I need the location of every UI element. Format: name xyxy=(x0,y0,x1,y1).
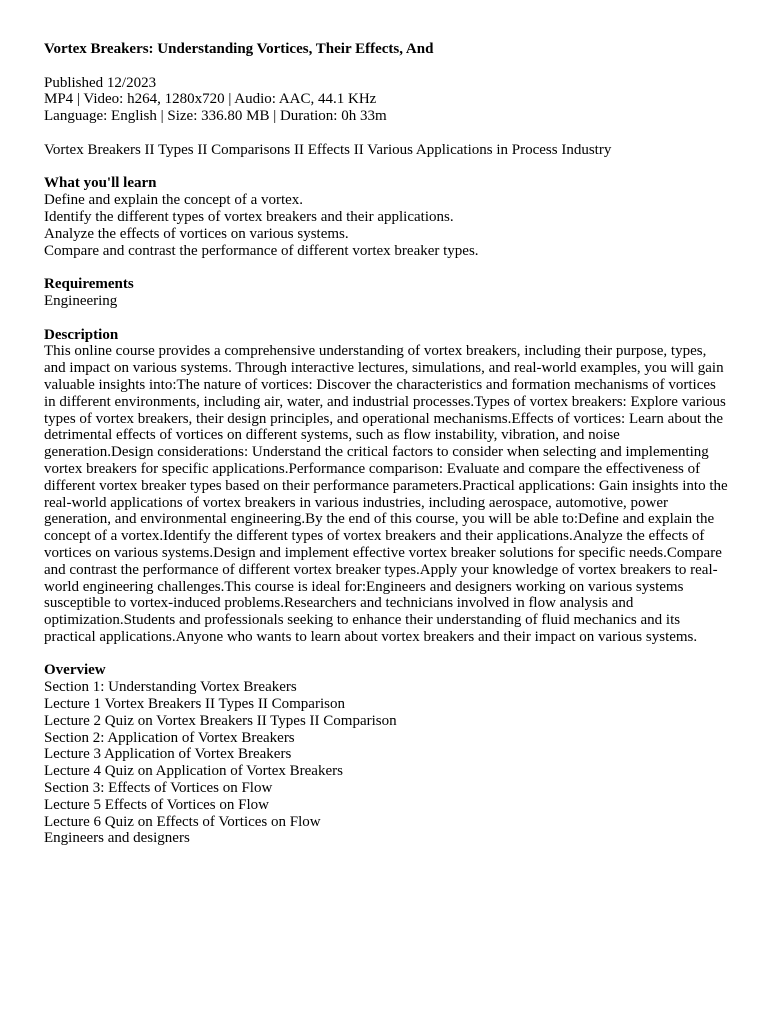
course-subtitle xyxy=(44,142,728,159)
overview-item: Lecture 1 Vortex Breakers II Types II Comparison xyxy=(44,696,345,713)
description-text: This online course provides a comprehensive understanding of vortex breakers, including their purpose, types, and impact on various systems. Through interactive lectures, simulations, and real-world examples, you will gain valuable insights into:The nature of vortices: Discover the characteristics and formation mechanisms of vortices in different environments, including air, water, and industrial processes.Types of vortex breakers: Explore various types of vortex breakers, their design principles, and operational mechanisms.Effects of vortices: Learn about the detrimental effects of vortices on different systems, such as flow instability, vibration, and noise generation.Design considerations: Understand the critical factors to consider when selecting and implementing vortex breakers for specific applications.Performance comparison: Evaluate and compare the effectiveness of different vortex breaker types based on their performance parameters.Practical applications: Gain insights into the real-world applications of vortex breakers in various industries, including aerospace, automotive, power generation, and environmental engineering.By the end of this course, you will be able to:Define and explain the concept of a vortex.Identify the different types of vortex breakers and their applications.Analyze the effects of vortices on various systems.Design and implement effective vortex breaker solutions for specific needs.Compare and contrast the performance of different vortex breaker types.Apply your knowledge of vortex breakers to real-world engineering challenges.This course is ideal for:Engineers and designers working on various systems susceptible to vortex-induced problems.Researchers and technicians involved in flow analysis and optimization.Students and professionals seeking to enhance their understanding of fluid mechanics and its practical applications.Anyone who wants to learn about vortex breakers and their impact on various systems. xyxy=(44,343,728,645)
language-size-duration: Language: English | Size: 336.80 MB | Duration: 0h 33m xyxy=(44,108,387,125)
subtitle-text: Vortex Breakers II Types II Comparisons II Effects II Various Applications in Process Industry xyxy=(44,141,612,158)
learn-heading: What you'll learn xyxy=(44,175,157,192)
learn-item: Compare and contrast the performance of different vortex breaker types. xyxy=(44,242,479,259)
meta-block xyxy=(44,75,728,125)
overview-item: Lecture 3 Application of Vortex Breakers xyxy=(44,746,292,763)
document-page xyxy=(44,41,728,847)
overview-item: Section 1: Understanding Vortex Breakers xyxy=(44,679,297,696)
published-date: Published 12/2023 xyxy=(44,74,157,91)
overview-item: Lecture 2 Quiz on Vortex Breakers II Types II Comparison xyxy=(44,712,397,729)
overview-item: Lecture 4 Quiz on Application of Vortex Breakers xyxy=(44,763,343,780)
overview-item: Lecture 5 Effects of Vortices on Flow xyxy=(44,796,269,813)
media-format: MP4 | Video: h264, 1280x720 | Audio: AAC, 44.1 KHz xyxy=(44,91,377,108)
overview-heading: Overview xyxy=(44,662,106,679)
learn-item: Identify the different types of vortex breakers and their applications. xyxy=(44,208,454,225)
document-title: Vortex Breakers: Understanding Vortices, Their Effects, And xyxy=(44,41,434,57)
overview-item: Lecture 6 Quiz on Effects of Vortices on Flow xyxy=(44,813,321,830)
learn-section xyxy=(44,175,728,259)
learn-item: Analyze the effects of vortices on various systems. xyxy=(44,225,349,242)
description-section xyxy=(44,327,728,646)
overview-item: Engineers and designers xyxy=(44,830,190,847)
requirements-section xyxy=(44,276,728,310)
description-heading: Description xyxy=(44,326,119,343)
overview-section xyxy=(44,662,728,847)
overview-item: Section 3: Effects of Vortices on Flow xyxy=(44,780,273,797)
requirements-heading: Requirements xyxy=(44,276,134,293)
overview-item: Section 2: Application of Vortex Breakers xyxy=(44,729,295,746)
learn-item: Define and explain the concept of a vortex. xyxy=(44,192,304,209)
requirement-item: Engineering xyxy=(44,292,118,309)
